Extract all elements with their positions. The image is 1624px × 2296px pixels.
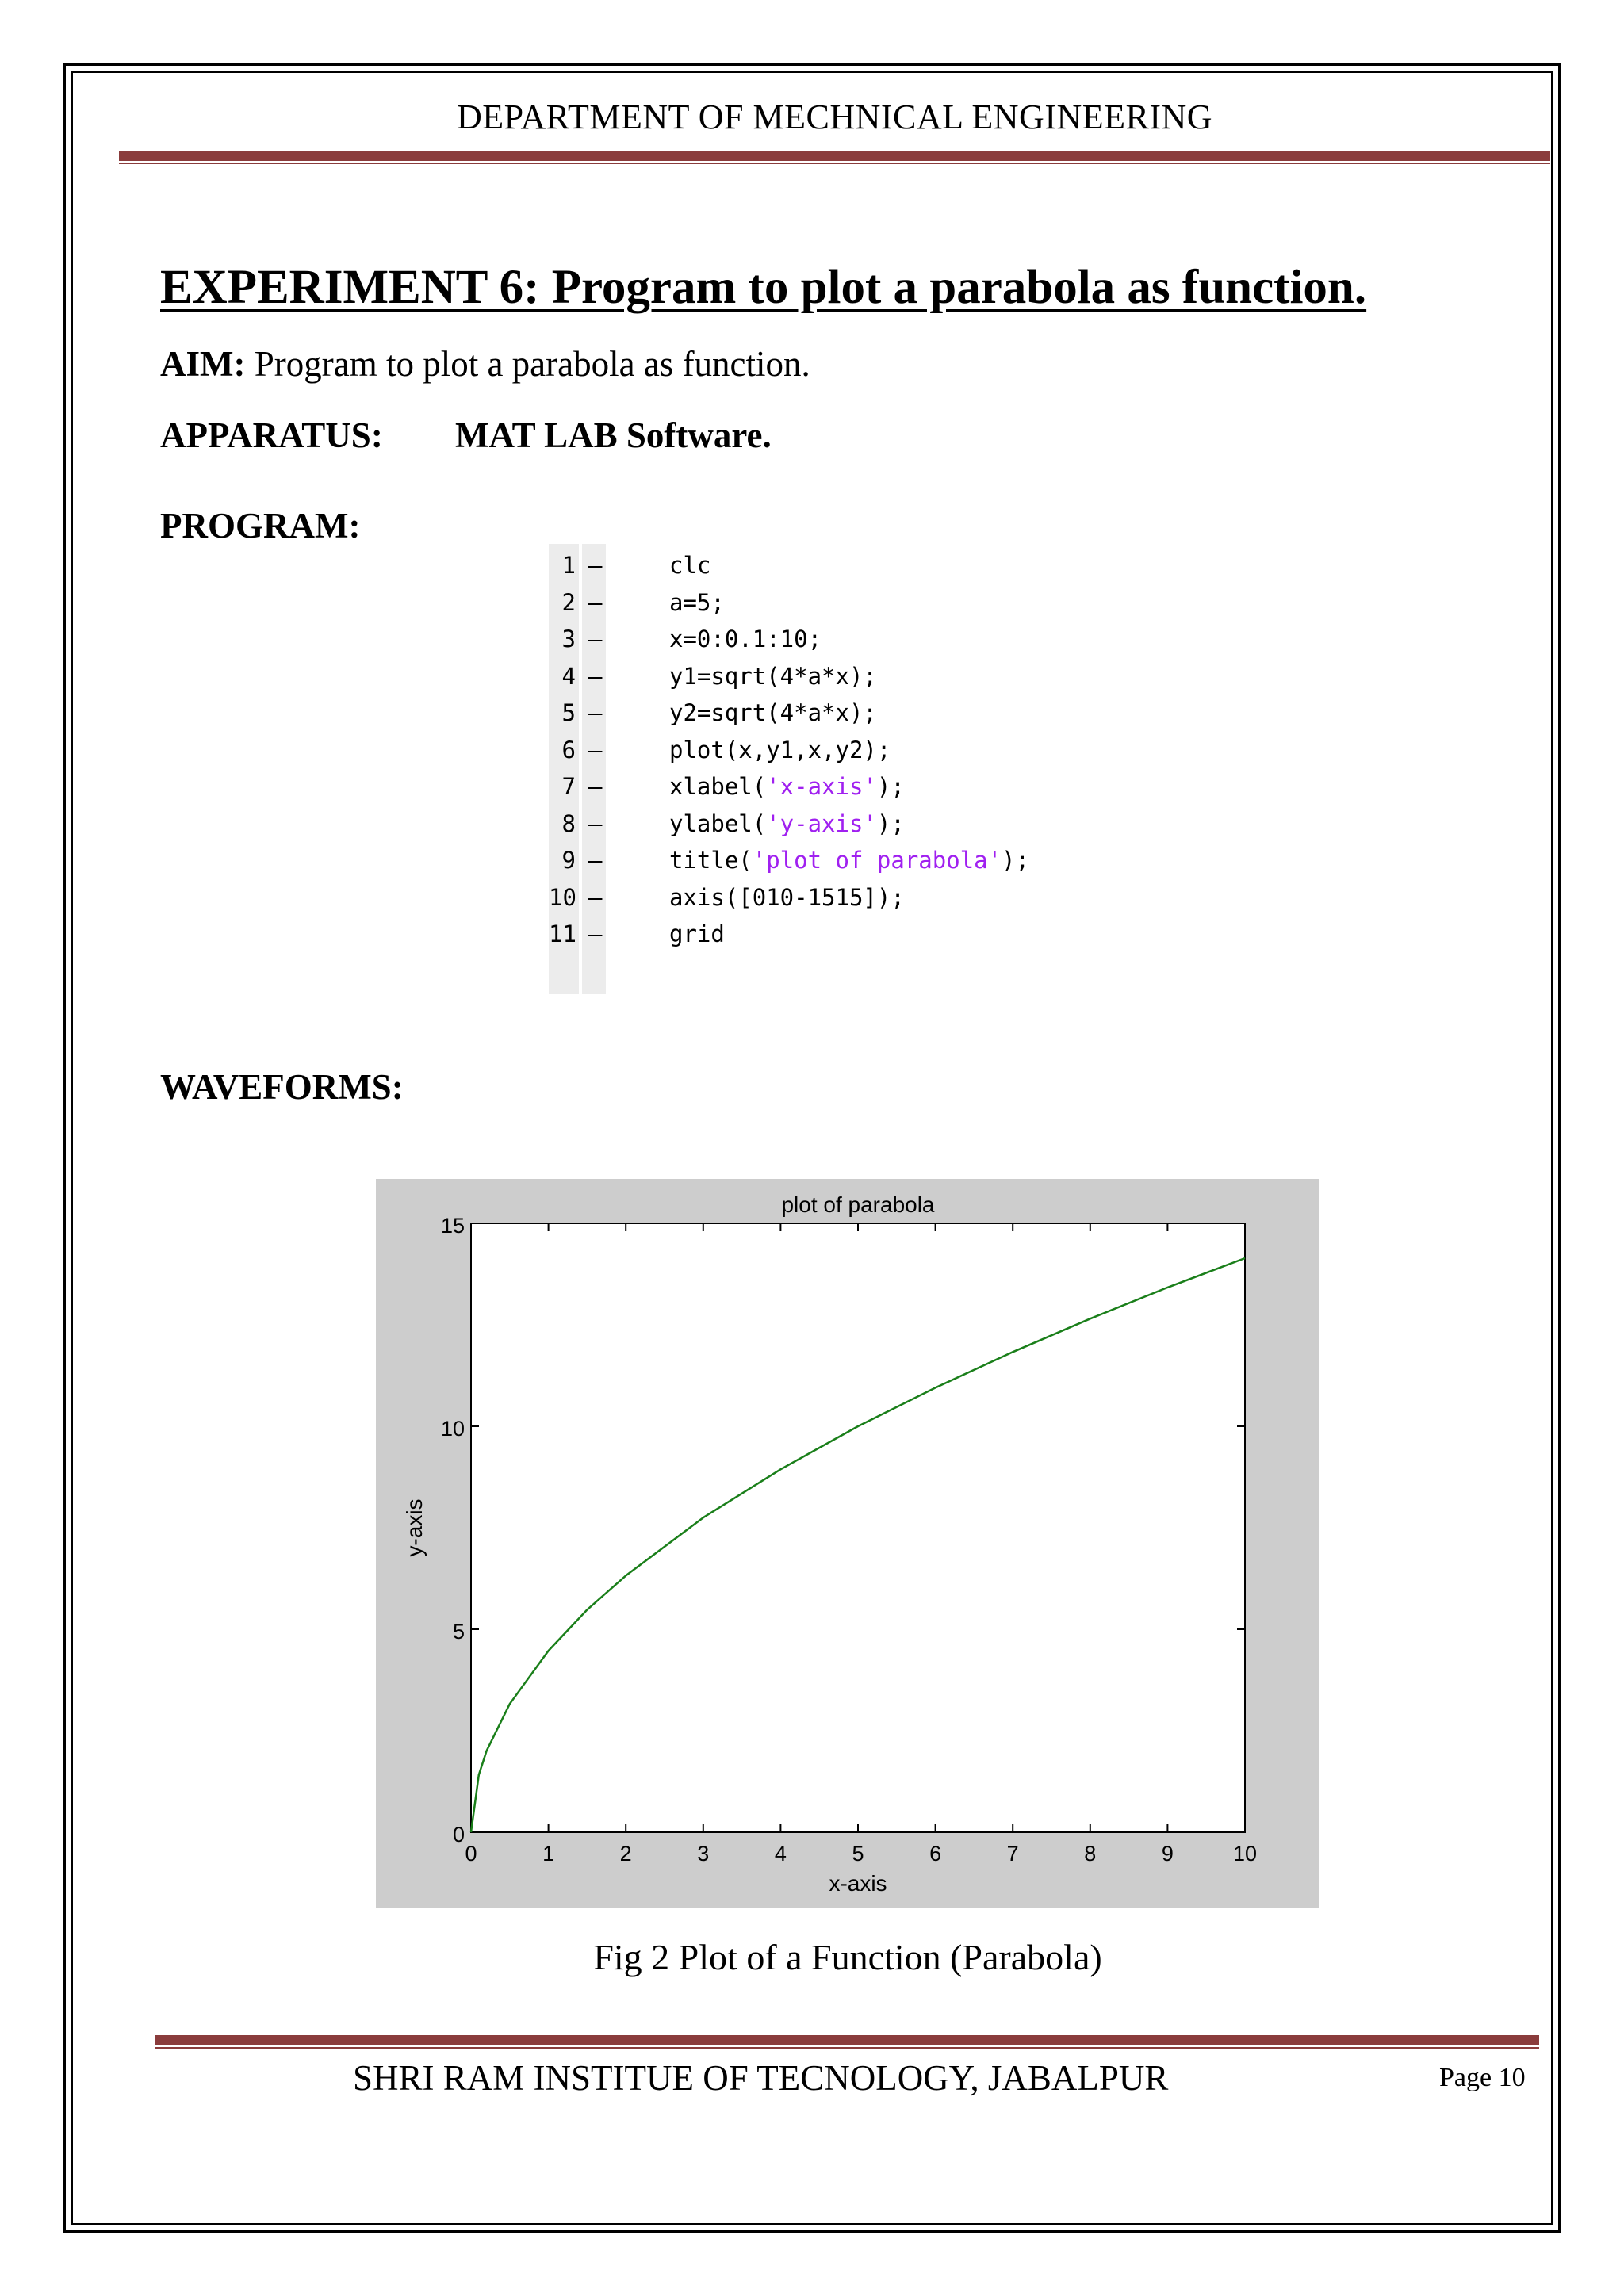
department-header: DEPARTMENT OF MECHNICAL ENGINEERING bbox=[456, 98, 1213, 136]
code-text bbox=[669, 879, 905, 916]
code-listing bbox=[549, 544, 1120, 994]
x-tick-label: 7 bbox=[1006, 1842, 1019, 1866]
y-axis-label: y-axis bbox=[402, 1498, 427, 1557]
code-token: a=5; bbox=[669, 588, 725, 616]
code-line-marker: – bbox=[588, 552, 603, 579]
parabola-figure bbox=[376, 1179, 1320, 1908]
code-string: 'plot of parabola' bbox=[752, 847, 1002, 874]
code-line bbox=[549, 879, 1120, 916]
y-tick-label: 15 bbox=[440, 1214, 465, 1238]
code-line-number: 11 bbox=[549, 920, 576, 947]
code-line bbox=[549, 806, 1120, 842]
code-line bbox=[549, 584, 1120, 621]
code-text bbox=[669, 732, 891, 768]
code-line-marker: – bbox=[588, 626, 603, 652]
x-tick-label: 0 bbox=[465, 1842, 477, 1866]
aim-line bbox=[160, 343, 810, 385]
figure-caption: Fig 2 Plot of a Function (Parabola) bbox=[593, 1937, 1102, 1977]
y-tick-label: 5 bbox=[452, 1620, 465, 1644]
x-tick-label: 5 bbox=[852, 1842, 864, 1866]
x-tick-label: 3 bbox=[697, 1842, 710, 1866]
header-rule bbox=[119, 151, 1550, 161]
code-line-number: 1 bbox=[561, 552, 576, 579]
code-line-number: 7 bbox=[561, 773, 576, 800]
code-text bbox=[669, 916, 725, 952]
code-token: plot(x,y1,x,y2); bbox=[669, 736, 891, 763]
waveforms-heading: WAVEFORMS: bbox=[160, 1067, 404, 1107]
page-number: Page 10 bbox=[1439, 2063, 1526, 2092]
code-token: axis([010-1515]); bbox=[669, 883, 905, 911]
apparatus-line bbox=[160, 415, 772, 456]
code-line-marker: – bbox=[588, 809, 603, 837]
code-text bbox=[669, 768, 905, 805]
apparatus-label: APPARATUS: bbox=[160, 415, 383, 455]
apparatus-value: MAT LAB Software. bbox=[455, 415, 772, 455]
code-line-marker: – bbox=[588, 588, 603, 616]
code-line bbox=[549, 768, 1120, 805]
code-line-marker: – bbox=[588, 662, 603, 690]
code-line bbox=[549, 916, 1120, 952]
code-line-marker: – bbox=[588, 920, 603, 947]
parabola-chart bbox=[376, 1179, 1320, 1908]
footer-rule bbox=[155, 2035, 1539, 2045]
code-line-number: 6 bbox=[561, 736, 576, 763]
code-token: title( bbox=[669, 847, 753, 874]
footer-institute: SHRI RAM INSTITUE OF TECNOLOGY, JABALPUR bbox=[353, 2058, 1169, 2098]
code-text bbox=[669, 547, 710, 584]
code-string: 'x-axis' bbox=[766, 773, 877, 800]
aim-label: AIM: bbox=[160, 344, 246, 384]
code-token: clc bbox=[669, 552, 711, 579]
code-text bbox=[669, 806, 905, 842]
code-token: xlabel( bbox=[669, 773, 767, 800]
code-line bbox=[549, 842, 1120, 878]
code-token: ); bbox=[1002, 847, 1029, 874]
code-text bbox=[669, 658, 877, 695]
plot-area bbox=[471, 1223, 1245, 1832]
code-line-number: 10 bbox=[549, 883, 576, 911]
code-text bbox=[669, 695, 877, 731]
x-tick-label: 9 bbox=[1161, 1842, 1174, 1866]
x-axis-label: x-axis bbox=[829, 1871, 887, 1896]
code-token: ); bbox=[876, 773, 905, 800]
code-text bbox=[669, 842, 1029, 878]
code-token: grid bbox=[669, 920, 725, 947]
code-token: ylabel( bbox=[669, 809, 767, 837]
code-string: 'y-axis' bbox=[766, 809, 877, 837]
code-line-number: 9 bbox=[561, 847, 576, 874]
code-token: y1=sqrt(4*a*x); bbox=[669, 662, 877, 690]
code-line bbox=[549, 658, 1120, 695]
code-token: y2=sqrt(4*a*x); bbox=[669, 699, 877, 726]
x-tick-label: 4 bbox=[774, 1842, 787, 1866]
aim-text: Program to plot a parabola as function. bbox=[245, 344, 810, 384]
header-rule-thin bbox=[119, 163, 1550, 164]
x-tick-label: 6 bbox=[929, 1842, 942, 1866]
chart-title: plot of parabola bbox=[781, 1192, 935, 1217]
y-tick-label: 10 bbox=[440, 1417, 465, 1441]
code-token: ); bbox=[876, 809, 905, 837]
code-line-number: 4 bbox=[561, 662, 576, 690]
x-tick-label: 2 bbox=[619, 1842, 632, 1866]
code-token: x=0:0.1:10; bbox=[669, 626, 822, 652]
x-tick-label: 10 bbox=[1232, 1842, 1258, 1866]
code-line-number: 8 bbox=[561, 809, 576, 837]
code-text bbox=[669, 621, 822, 657]
experiment-title: EXPERIMENT 6: Program to plot a parabola as function. bbox=[160, 261, 1367, 314]
code-line bbox=[549, 695, 1120, 731]
code-line-marker: – bbox=[588, 699, 603, 726]
code-line bbox=[549, 547, 1120, 584]
footer-rule-thin bbox=[155, 2047, 1539, 2049]
code-line-marker: – bbox=[588, 883, 603, 911]
code-line-marker: – bbox=[588, 773, 603, 800]
y-tick-label: 0 bbox=[452, 1823, 465, 1846]
code-line-marker: – bbox=[588, 736, 603, 763]
code-line-number: 3 bbox=[561, 626, 576, 652]
code-line bbox=[549, 621, 1120, 657]
code-line-number: 5 bbox=[561, 699, 576, 726]
code-line-marker: – bbox=[588, 847, 603, 874]
code-line bbox=[549, 732, 1120, 768]
code-text bbox=[669, 584, 725, 621]
x-tick-label: 1 bbox=[542, 1842, 555, 1866]
x-tick-label: 8 bbox=[1084, 1842, 1097, 1866]
code-line-number: 2 bbox=[561, 588, 576, 616]
program-heading: PROGRAM: bbox=[160, 506, 361, 545]
